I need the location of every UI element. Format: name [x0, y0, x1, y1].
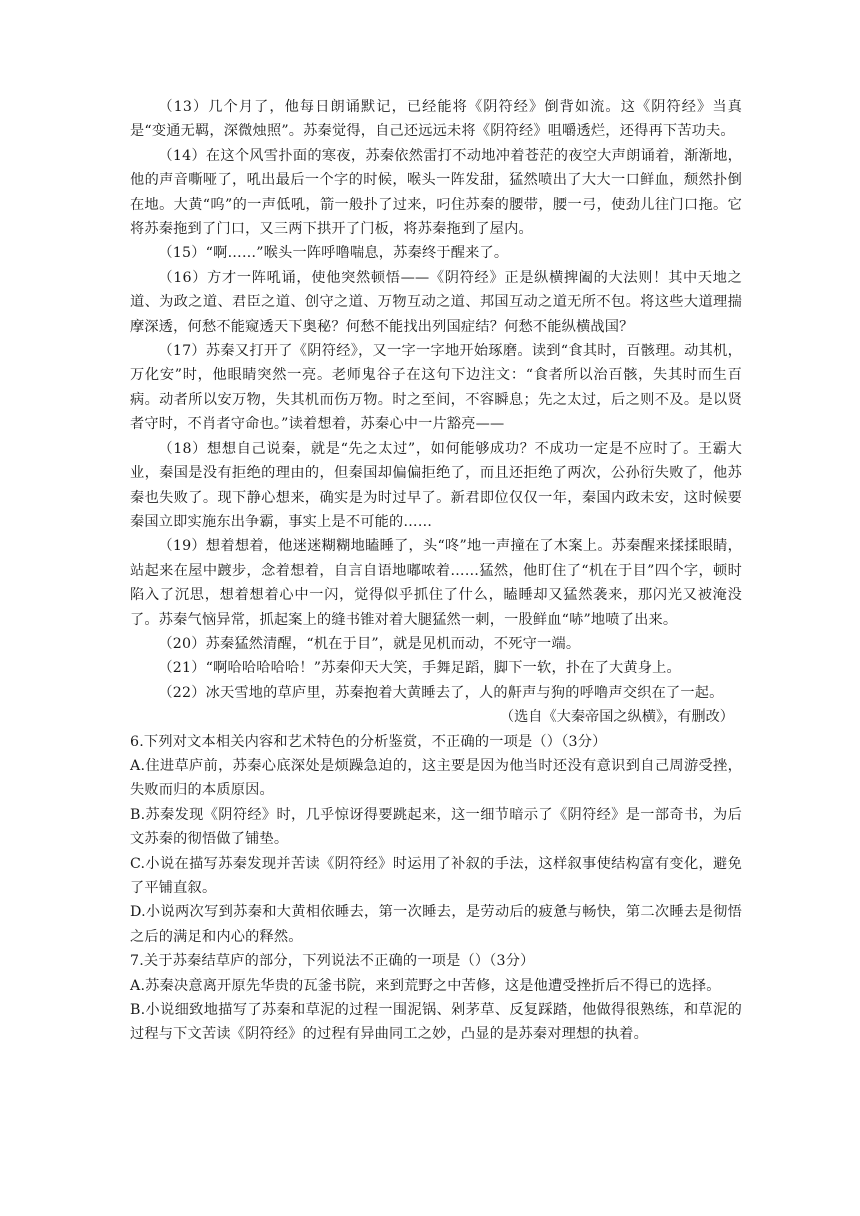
- paragraph-22: （22）冰天雪地的草庐里，苏秦抱着大黄睡去了，人的鼾声与狗的呼噜声交织在了一起。: [158, 684, 724, 701]
- paragraph-21: （21）“啊哈哈哈哈哈！”苏秦仰天大笑，手舞足蹈，脚下一软，扑在了大黄身上。: [158, 660, 681, 677]
- option-a: A.住进草庐前，苏秦心底深处是烦躁急迫的，这主要是因为他当时还没有意识到自己周游受挫，失败而归的本质原因。: [130, 757, 742, 799]
- option-c: C.小说在描写苏秦发现并苦读《阴符经》时运用了补叙的手法，这样叙事使结构富有变化，避免了平铺直叙。: [130, 855, 742, 896]
- paragraph-20: （20）苏秦猛然清醒，“机在于目”，就是见机而动，不死守一端。: [158, 635, 581, 652]
- option-a: A.苏秦决意离开原先华贵的瓦釜书院，来到荒野之中苦修，这是他遭受挫折后不得已的选择。: [130, 977, 721, 994]
- paragraph-16: （16）方才一阵吼诵，使他突然顿悟——《阴符经》正是纵横捭阖的大法则！其中天地之道、为政之道、君臣之道、创守之道、万物互动之道、邦国互动之道无所不包。将这些大道理揣摩深透，何愁不能窥透天下奥秘？何愁不能找出列国症结？何愁不能纵横战国？: [130, 269, 742, 335]
- paragraph-13: （13）几个月了，他每日朗诵默记，已经能将《阴符经》倒背如流。这《阴符经》当真是“变通无羁，深微烛照”。苏秦觉得，自己还远远未将《阴符经》咀嚼透烂，还得再下苦功夫。: [130, 99, 742, 140]
- paragraph-19: （19）想着想着，他迷迷糊糊地瞌睡了，头“咚”地一声撞在了木案上。苏秦醒来揉揉眼睛，站起来在屋中踱步，念着想着，自言自语地嘟哝着……猛然，他盯住了“机在于目”四个字，顿时陷入了沉思，想着想着心中一闪，觉得似乎抓住了什么，瞌睡却又猛然袭来，那闪光又被淹没了。苏秦气恼异常，抓起案上的缝书锥对着大腿猛然一刺，一股鲜血“哧”地喷了出来。: [130, 538, 742, 628]
- source-citation: （选自《大秦帝国之纵横》，有删改）: [499, 709, 734, 726]
- document-page: [130, 95, 742, 1047]
- paragraph-17: （17）苏秦又打开了《阴符经》，又一字一字地开始琢磨。读到“食其时，百骸理。动其机，万化安”时，他眼睛突然一亮。老师鬼谷子在这句下边注文：“食者所以治百骸，失其时而生百病。动者所以安万物，失其机而伤万物。时之至间，不容瞬息；先之太过，后之则不及。是以贤者守时，不肖者守命也。”读着想着，苏秦心中一片豁亮——: [130, 343, 742, 433]
- paragraph-14: （14）在这个风雪扑面的寒夜，苏秦依然雷打不动地冲着苍茫的夜空大声朗诵着，渐渐地，他的声音嘶哑了，吼出最后一个字的时候，喉头一阵发甜，猛然喷出了大大一口鲜血，颓然扑倒在地。大黄“呜”的一声低吼，箭一般扑了过来，叼住苏秦的腰带，腰一弓，使劲儿往门口拖。它将苏秦拖到了门口，又三两下拱开了门板，将苏秦拖到了屋内。: [130, 147, 742, 238]
- option-b: B.苏秦发现《阴符经》时，几乎惊讶得要跳起来，这一细节暗示了《阴符经》是一部奇书，为后文苏秦的彻悟做了铺垫。: [130, 806, 742, 848]
- question-7: [130, 949, 742, 1047]
- question-6: [130, 730, 742, 950]
- paragraph-15: （15）“啊……”喉头一阵呼噜喘息，苏秦终于醒来了。: [158, 245, 509, 262]
- paragraph-18: （18）想想自己说秦，就是“先之太过”，如何能够成功？不成功一定是不应时了。王霸大业，秦国是没有拒绝的理由的，但秦国却偏偏拒绝了，而且还拒绝了两次，公孙衍失败了，他苏秦也失败了。现下静心想来，确实是为时过早了。新君即位仅仅一年，秦国内政未安，这时候要秦国立即实施东出争霸，事实上是不可能的……: [130, 440, 742, 530]
- option-d: D.小说两次写到苏秦和大黄相依睡去，第一次睡去，是劳动后的疲惫与畅快，第二次睡去是彻悟之后的满足和内心的释然。: [130, 904, 742, 945]
- question-stem: 7.关于苏秦结草庐的部分，下列说法不正确的一项是（）（3分）: [130, 953, 535, 970]
- question-stem: 6.下列对文本相关内容和艺术特色的分析鉴赏，不正确的一项是（）（3分）: [130, 733, 607, 750]
- option-b: B.小说细致地描写了苏秦和草泥的过程一围泥锅、剁茅草、反复踩踏，他做得很熟练，和草泥的过程与下文苦读《阴符经》的过程有异曲同工之妙，凸显的是苏秦对理想的执着。: [130, 1002, 742, 1043]
